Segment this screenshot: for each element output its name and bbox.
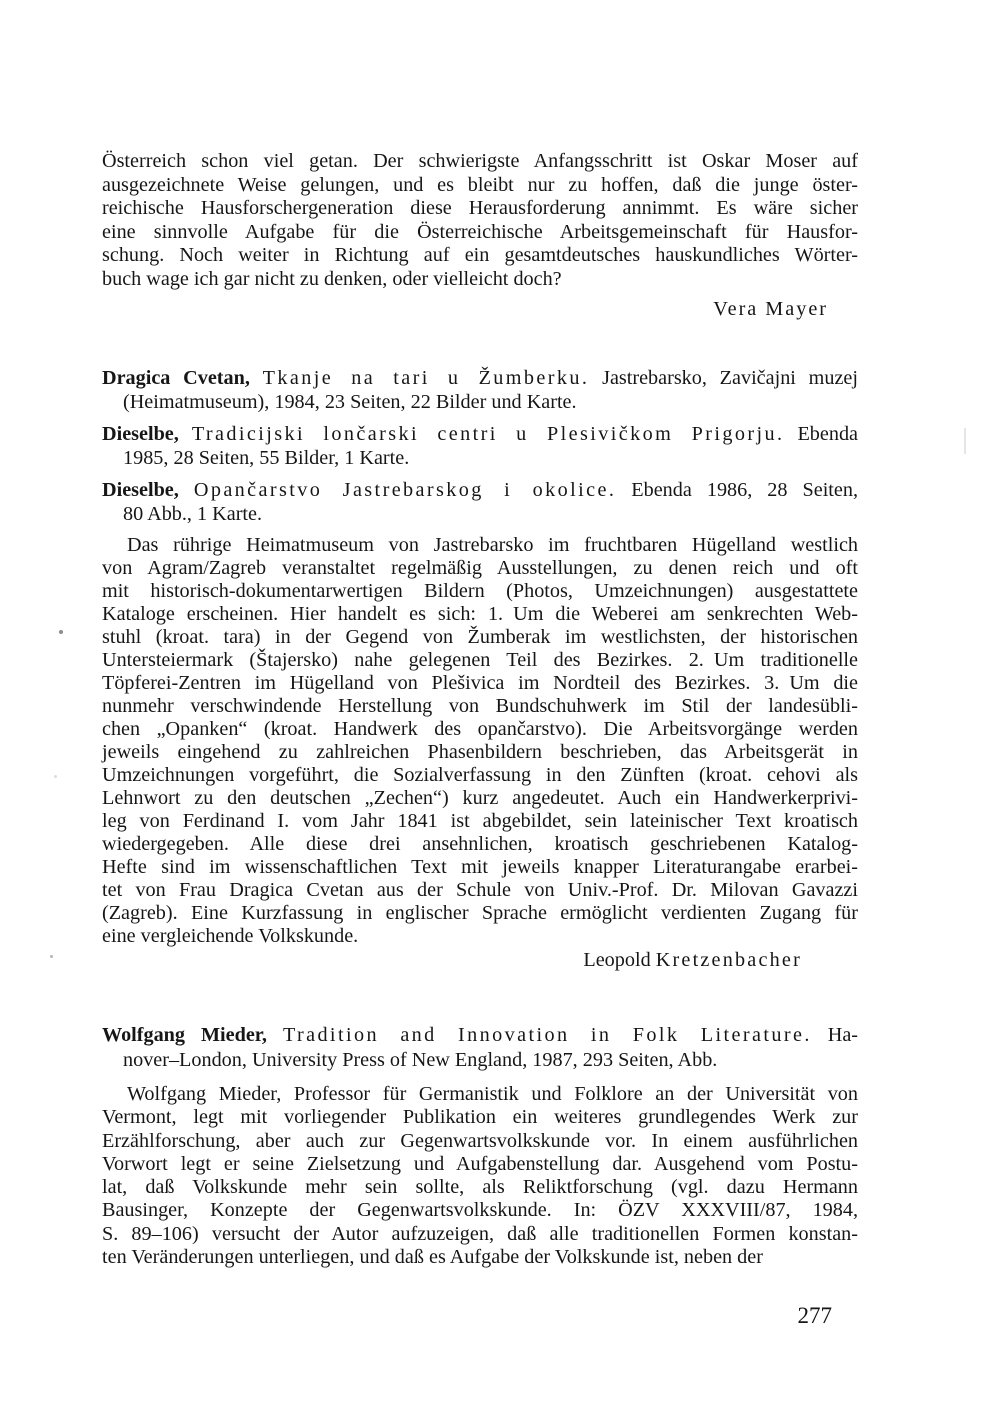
text-segment: Vorwort legt er seine Zielsetzung und Aufgabenstellung dar. Ausgehend vom Postu- [102,1152,858,1175]
text-segment: Ebenda [784,423,859,445]
text-segment: von Agram/Zagreb veranstaltet regelmäßig Ausstellungen, zu denen reich und oft [102,557,858,579]
text-line [102,557,858,580]
ink-speckle [50,955,53,958]
text-line [102,366,858,390]
text-segment: lat, daß Volkskunde mehr sein sollte, als Reliktforschung (vgl. dazu Hermann [102,1176,858,1199]
text-line [102,695,858,718]
text-segment [179,479,194,501]
text-segment: tet von Frau Dragica Cvetan aus der Schule von Univ.-Prof. Dr. Milovan Gavazzi [102,879,858,901]
text-segment: (Heimatmuseum), 1984, 23 Seiten, 22 Bilder und Karte. [123,391,577,413]
text-line [102,879,858,902]
text-segment: nunmehr verschwindende Herstellung von Bundschuhwerk im Stil der landesübli- [102,695,858,717]
page-number: 277 [797,1303,832,1328]
text-line [102,764,858,787]
review-paragraph-mieder-text [102,1083,858,1269]
text-line [102,902,858,925]
review-paragraph-text [102,534,858,948]
text-line [102,1153,858,1176]
text-line [102,478,858,502]
text-line [102,174,858,198]
text-line [102,718,858,741]
text-segment [250,367,263,389]
text-line [102,1246,858,1269]
text-segment: mit historisch-dokumentarwertigen Bildern (Photos, Umzeichnungen) ausgestattete [102,580,858,602]
work-title: Opančarstvo Jastrebarskog i okolice. [193,479,617,501]
text-segment: Ebenda 1986, 28 Seiten, [616,479,859,501]
text-segment: Ha- [811,1024,858,1046]
text-segment: buch wage ich gar nicht zu denken, oder vielleicht doch? [102,267,562,290]
text-segment: leg von Ferdinand I. vom Jahr 1841 ist abgebildet, sein lateinischer Text kroatisch [102,810,858,832]
reviewer-signature-leopold-kretzenbacher [102,949,858,972]
book-heading-mieder [102,1023,858,1072]
text-line [102,1176,858,1199]
signature-first-name: Leopold [583,949,651,971]
text-line [102,1023,858,1048]
text-line [102,197,858,221]
text-line [102,390,858,414]
text-line [102,603,858,626]
text-segment: eine vergleichende Volkskunde. [102,925,359,947]
author-name: Wolfgang Mieder, [102,1024,267,1046]
text-segment: Vermont, legt mit vorliegender Publikation ein weiteres grundlegendes Werk zur [102,1106,858,1129]
text-line [102,741,858,764]
text-line [102,1083,858,1106]
text-segment: Töpferei-Zentren im Hügelland von Plešivica im Nordteil des Bezirkes. 3. Um die [102,672,858,694]
intro-paragraph-text [102,150,858,291]
text-line [102,446,858,470]
text-segment: reichische Hausforschergeneration diese Herausforderung annimmt. Es wäre sicher [102,197,858,219]
text-segment [267,1024,283,1046]
text-line [102,502,858,526]
text-line [102,1130,858,1153]
ink-speckle [54,775,57,778]
text-segment: Österreich schon viel getan. Der schwierigste Anfangsschritt ist Oskar Moser auf [102,150,858,172]
reviewer-signature-vera-mayer [102,298,858,321]
text-line [102,580,858,603]
ink-speckle [59,630,63,634]
text-line [102,856,858,879]
text-segment: schung. Noch weiter in Richtung auf ein gesamtdeutsches hauskundliches Wörter- [102,244,858,266]
text-segment: 1985, 28 Seiten, 55 Bilder, 1 Karte. [123,447,410,469]
text-line [102,810,858,833]
work-title: Tkanje na tari u Žumberku. [262,367,590,389]
bibliography-section [102,366,858,534]
text-line [102,534,858,557]
text-segment: eine sinnvolle Aufgabe für die Österreichische Arbeitsgemeinschaft für Hausfor- [102,220,858,243]
text-segment: Hefte sind im wissenschaftlichen Text mit jeweils knapper Literaturangabe erarbei- [102,856,858,878]
work-title: Tradition and Innovation in Folk Literature. [282,1024,812,1046]
signature-text: Vera Mayer [713,298,828,320]
text-segment: Bausinger, Konzepte der Gegenwartsvolkskunde. In: ÖZV XXXVIII/87, 1984, [102,1199,858,1222]
bibliography-entry-cvetan-tkanje [102,366,858,414]
text-segment: Lehnwort zu den deutschen „Zechen“) kurz angedeutet. Auch ein Handwerkerprivi- [102,787,858,809]
text-line [102,833,858,856]
text-line [102,150,858,174]
author-name: Dieselbe, [102,423,179,445]
bibliography-entry-cvetan-loncarski [102,422,858,470]
text-line [102,672,858,695]
text-segment: Wolfgang Mieder, Professor für Germanistik und Folklore an der Universität von [127,1083,858,1105]
work-title: Tradicijski lončarski centri u Plesivičkom Prigorju. [191,423,785,445]
author-name: Dieselbe, [102,479,179,501]
text-segment: S. 89–106) versucht der Autor aufzuzeigen, daß alle traditionellen Formen konstan- [102,1222,858,1245]
text-segment [179,423,192,445]
text-segment: Jastrebarsko, Zavičajni muzej [589,367,858,389]
text-segment: Untersteiermark (Štajersko) nahe gelegenen Teil des Bezirkes. 2. Um traditionelle [102,649,858,671]
text-line [102,244,858,268]
text-line [102,1199,858,1222]
text-line [102,1048,858,1073]
scan-artifact-line [964,428,966,454]
text-segment: Erzählforschung, aber auch zur Gegenwartsvolkskunde vor. In einem ausführlichen [102,1129,858,1152]
text-line [102,787,858,810]
text-segment: stuhl (kroat. tara) in der Gegend von Žumberak im westlichsten, der historischen [102,626,858,648]
text-segment: ten Veränderungen unterliegen, und daß es Aufgabe der Volkskunde ist, neben der [102,1246,763,1269]
text-segment: nover–London, University Press of New England, 1987, 293 Seiten, Abb. [123,1048,718,1071]
text-line [102,221,858,245]
text-segment: wiedergegeben. Alle diese drei ansehnlichen, kroatisch geschriebenen Katalog- [102,833,858,855]
text-segment: Kataloge erscheinen. Hier handelt es sich: 1. Um die Weberei am senkrechten Web- [102,603,858,625]
text-segment: (Zagreb). Eine Kurzfassung in englischer Sprache ermöglicht verdienten Zugang für [102,902,858,924]
text-line [102,1223,858,1246]
author-name: Dragica Cvetan, [102,367,250,389]
text-line [102,268,858,292]
text-segment: jeweils eingehend zu zahlreichen Phasenbildern beschrieben, das Arbeitsgerät in [102,741,858,763]
text-line [102,626,858,649]
text-line [102,422,858,446]
text-line [102,1106,858,1129]
text-line [102,649,858,672]
text-segment: chen „Opanken“ (kroat. Handwerk des opančarstvo). Die Arbeitsvorgänge werden [102,718,858,740]
text-segment: ausgezeichnete Weise gelungen, und es bleibt nur zu hoffen, daß die junge öster- [102,173,858,196]
text-segment: Das rührige Heimatmuseum von Jastrebarsko im fruchtbaren Hügelland westlich [127,534,858,556]
signature-surname: Kretzenbacher [655,949,802,971]
bibliography-entry-cvetan-opancarstvo [102,478,858,526]
text-line [102,925,858,948]
text-segment: 80 Abb., 1 Karte. [123,503,263,525]
text-segment: Umzeichnungen vorgeführt, die Sozialverfassung in den Zünften (kroat. cehovi als [102,764,858,786]
